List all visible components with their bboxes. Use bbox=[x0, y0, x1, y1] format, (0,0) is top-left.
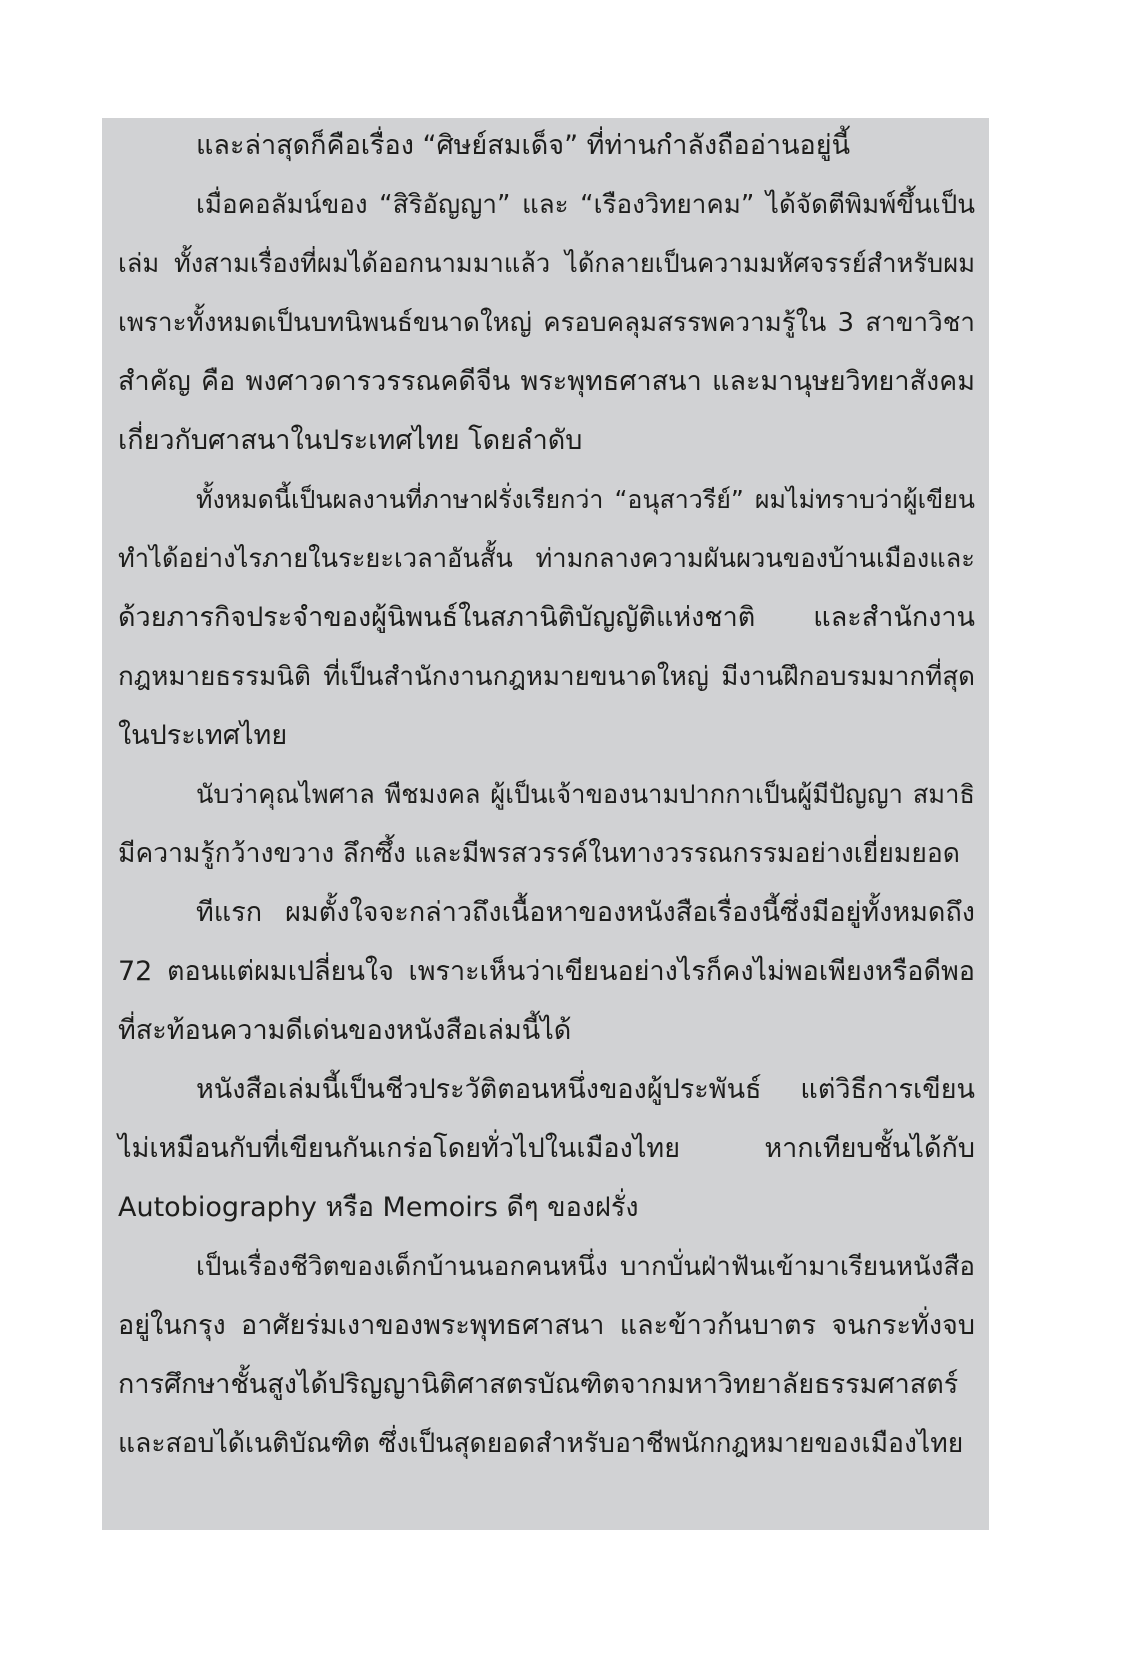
text-line: อยู่ในกรุง อาศัยร่มเงาของพระพุทธศาสนา และข้าวก้นบาตร จนกระทั่งจบ bbox=[118, 1310, 975, 1341]
text-line: มีความรู้กว้างขวาง ลึกซึ้ง และมีพรสวรรค์ในทางวรรณกรรมอย่างเยี่ยมยอด bbox=[118, 838, 960, 869]
text-line: หนังสือเล่มนี้เป็นชีวประวัติตอนหนึ่งของผู้ประพันธ์ แต่วิธีการเขียน bbox=[196, 1074, 975, 1105]
shaded-text-box bbox=[102, 118, 989, 1530]
text-line: ในประเทศไทย bbox=[118, 720, 288, 751]
text-line: กฎหมายธรรมนิติ ที่เป็นสำนักงานกฎหมายขนาดใหญ่ มีงานฝึกอบรมมากที่สุด bbox=[118, 662, 975, 692]
text-line: เล่ม ทั้งสามเรื่องที่ผมได้ออกนามมาแล้ว ได้กลายเป็นความมหัศจรรย์สำหรับผม bbox=[118, 249, 975, 279]
text-line: ที่สะท้อนความดีเด่นของหนังสือเล่มนี้ได้ bbox=[118, 1015, 572, 1046]
text-line: นับว่าคุณไพศาล พืชมงคล ผู้เป็นเจ้าของนามปากกาเป็นผู้มีปัญญา สมาธิ bbox=[196, 780, 975, 810]
text-line: ด้วยภารกิจประจำของผู้นิพนธ์ในสภานิติบัญญัติแห่งชาติ และสำนักงาน bbox=[118, 602, 975, 633]
text-line: ทำได้อย่างไรภายในระยะเวลาอันสั้น ท่ามกลางความผันผวนของบ้านเมืองและ bbox=[118, 544, 975, 574]
text-line: เพราะทั้งหมดเป็นบทนิพนธ์ขนาดใหญ่ ครอบคลุมสรรพความรู้ใน 3 สาขาวิชา bbox=[118, 308, 975, 338]
text-line: ทั้งหมดนี้เป็นผลงานที่ภาษาฝรั่งเรียกว่า “อนุสาวรีย์” ผมไม่ทราบว่าผู้เขียน bbox=[196, 485, 975, 514]
text-line: และล่าสุดก็คือเรื่อง “ศิษย์สมเด็จ” ที่ท่านกำลังถืออ่านอยู่นี้ bbox=[196, 130, 851, 161]
text-line: Autobiography หรือ Memoirs ดีๆ ของฝรั่ง bbox=[118, 1192, 639, 1223]
text-line: และสอบได้เนติบัณฑิต ซึ่งเป็นสุดยอดสำหรับอาชีพนักกฎหมายของเมืองไทย bbox=[118, 1428, 964, 1459]
text-line: ไม่เหมือนกับที่เขียนกันเกร่อโดยทั่วไปในเมืองไทย หากเทียบชั้นได้กับ bbox=[118, 1133, 975, 1164]
text-line: 72 ตอนแต่ผมเปลี่ยนใจ เพราะเห็นว่าเขียนอย่างไรก็คงไม่พอเพียงหรือดีพอ bbox=[118, 956, 975, 987]
text-line: เมื่อคอลัมน์ของ “สิริอัญญา” และ “เรืองวิทยาคม” ได้จัดตีพิมพ์ขึ้นเป็น bbox=[196, 190, 975, 220]
text-line: เป็นเรื่องชีวิตของเด็กบ้านนอกคนหนึ่ง บากบั่นฝ่าฟันเข้ามาเรียนหนังสือ bbox=[196, 1252, 975, 1282]
text-line: เกี่ยวกับศาสนาในประเทศไทย โดยลำดับ bbox=[118, 425, 583, 456]
text-line: สำคัญ คือ พงศาวดารวรรณคดีจีน พระพุทธศาสนา และมานุษยวิทยาสังคม bbox=[118, 366, 975, 397]
text-line: การศึกษาชั้นสูงได้ปริญญานิติศาสตรบัณฑิตจากมหาวิทยาลัยธรรมศาสตร์ bbox=[118, 1369, 959, 1400]
text-line: ทีแรก ผมตั้งใจจะกล่าวถึงเนื้อหาของหนังสือเรื่องนี้ซึ่งมีอยู่ทั้งหมดถึง bbox=[196, 897, 975, 928]
